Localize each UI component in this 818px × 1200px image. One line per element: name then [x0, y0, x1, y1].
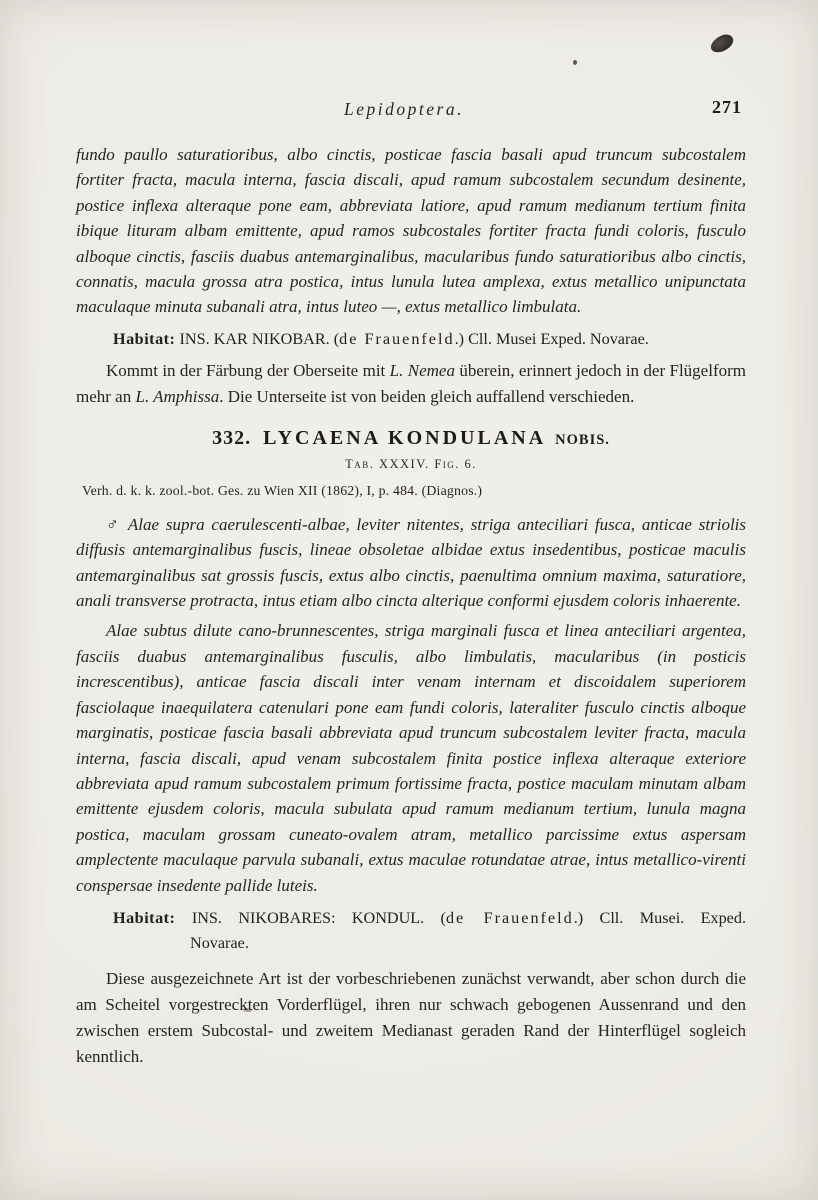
- species-author: NOBIS.: [555, 431, 610, 448]
- page-content: [76, 142, 746, 1070]
- collector-name: de Frauenfeld: [445, 908, 574, 927]
- habitat-collection: .) Cll. Musei Exped. Novarae.: [454, 329, 649, 348]
- remark-paragraph-2: Diese ausgezeichnete Art ist der vorbeschriebenen zunächst verwandt, aber schon durch die am Scheitel vorgestreckten Vorderflügel, ihren nur schwach gebogenen Aussenrand und den zwischen erstem Subcostal- und zweitem Medianast geraden Rand der Hinterflügel sogleich kenntlich.: [76, 968, 746, 1066]
- species-name-amphissa: L. Amphissa: [135, 386, 220, 406]
- ink-dot: [573, 60, 577, 65]
- remark-text: Kommt in der Färbung der Oberseite mit: [106, 360, 390, 380]
- ink-speck: [708, 32, 736, 55]
- habitat-line-1: [76, 327, 746, 352]
- species-heading: [76, 427, 746, 450]
- paragraph-latin-continuation: fundo paullo saturatioribus, albo cinctis, posticae fascia basali apud truncum subcostalem fortiter fracta, macula interna, fascia discali, apud ramum subcostalem secundum desinente, postice inflexa alteraque pone eam, abbreviata latiore, apud ramum medianum tertium finita ibique lituram albam emittente, apud ramos subcostales fortiter fracta fundi coloris, fusculo alboque cinctis, fasciis duabus antemarginalibus, macularibus fundo saturatioribus albo cinctis, connatis, macula grossa atra postica, intus lunula lutea amplexa, extus metallico unipunctata maculaque minuta subanali atra, intus luteo —, extus metallico limbulata.: [76, 145, 746, 317]
- literature-reference: Verh. d. k. k. zool.-bot. Ges. zu Wien XII (1862), I, p. 484. (Diagnos.): [82, 482, 483, 498]
- habitat-locality: INS. KAR NIKOBAR. (: [179, 329, 340, 348]
- running-head: [76, 99, 744, 125]
- diagnosis-upperside: ♂ Alae supra caerulescenti-albae, leviter nitentes, striga anteciliari fusca, anticae striolis diffusis antemarginalibus fuscis, lineae obsoletae albidae extus insedentibus, posticae maculis antemarginalibus sat grossis fuscis, extus albo cinctis, paenultima omnium maxima, saturatiore, anali transverse protracta, intus etiam albo cincta alterique conformi ejusdem coloris inhaerente.: [76, 514, 746, 611]
- species-name-nemea: L. Nemea: [389, 360, 455, 380]
- running-title: Lepidoptera.: [344, 99, 464, 119]
- habitat-line-2: [76, 906, 746, 956]
- remark-text: . Die Unterseite ist von beiden gleich auffallend verschieden.: [219, 386, 635, 406]
- remark-paragraph-1: [76, 358, 746, 410]
- diagnosis-underside: Alae subtus dilute cano-brunnescentes, striga marginali fusca et linea anteciliari argentea, fasciis duabus antemarginalibus fusculis, albo limbulatis, macularibus (in posticis increscentibus), anticae fascia discali inter venam internam et discoidalem superiorem fasciolaque inaequilatera catenulari pone eam fundi coloris, lateraliter fusculo cinctis alboque marginatis, posticae fascia basali abbreviata apud truncum subcostalem leviter fracta, macula interna, fascia discali, apud venam subcostalem finita postice inflexa alteraque exteriore abbreviata apud ramum subcostalem primum fortissime fracta, postice maculam minutam albam emittente ejusdem coloris, macula subulata apud ramum medianum tertium, lunula magna postica, maculam grossam cuneato-ovalem atram, metallico parcissime extus aspersam amplectente maculaque parvula subanali, extus maculae rotundatae atrae, intus metallico-virenti conspersae insedente pallide luteis.: [76, 621, 746, 895]
- species-number: 332.: [212, 426, 252, 449]
- habitat-collection: .) Cll. Musei. Exped. Novarae.: [190, 908, 746, 952]
- species-name: LYCAENA KONDULANA: [263, 426, 547, 449]
- collector-name: de Frauenfeld: [339, 329, 455, 348]
- habitat-locality: INS. NIKOBARES: KONDUL. (: [191, 908, 446, 927]
- habitat-label: Habitat:: [113, 329, 176, 348]
- habitat-label: Habitat:: [113, 908, 176, 927]
- figure-reference: Tab. XXXIV. Fig. 6.: [345, 456, 477, 471]
- page-number: 271: [712, 97, 742, 117]
- remark-text: überein, erinnert jedoch in der Flügelform mehr an: [76, 360, 746, 406]
